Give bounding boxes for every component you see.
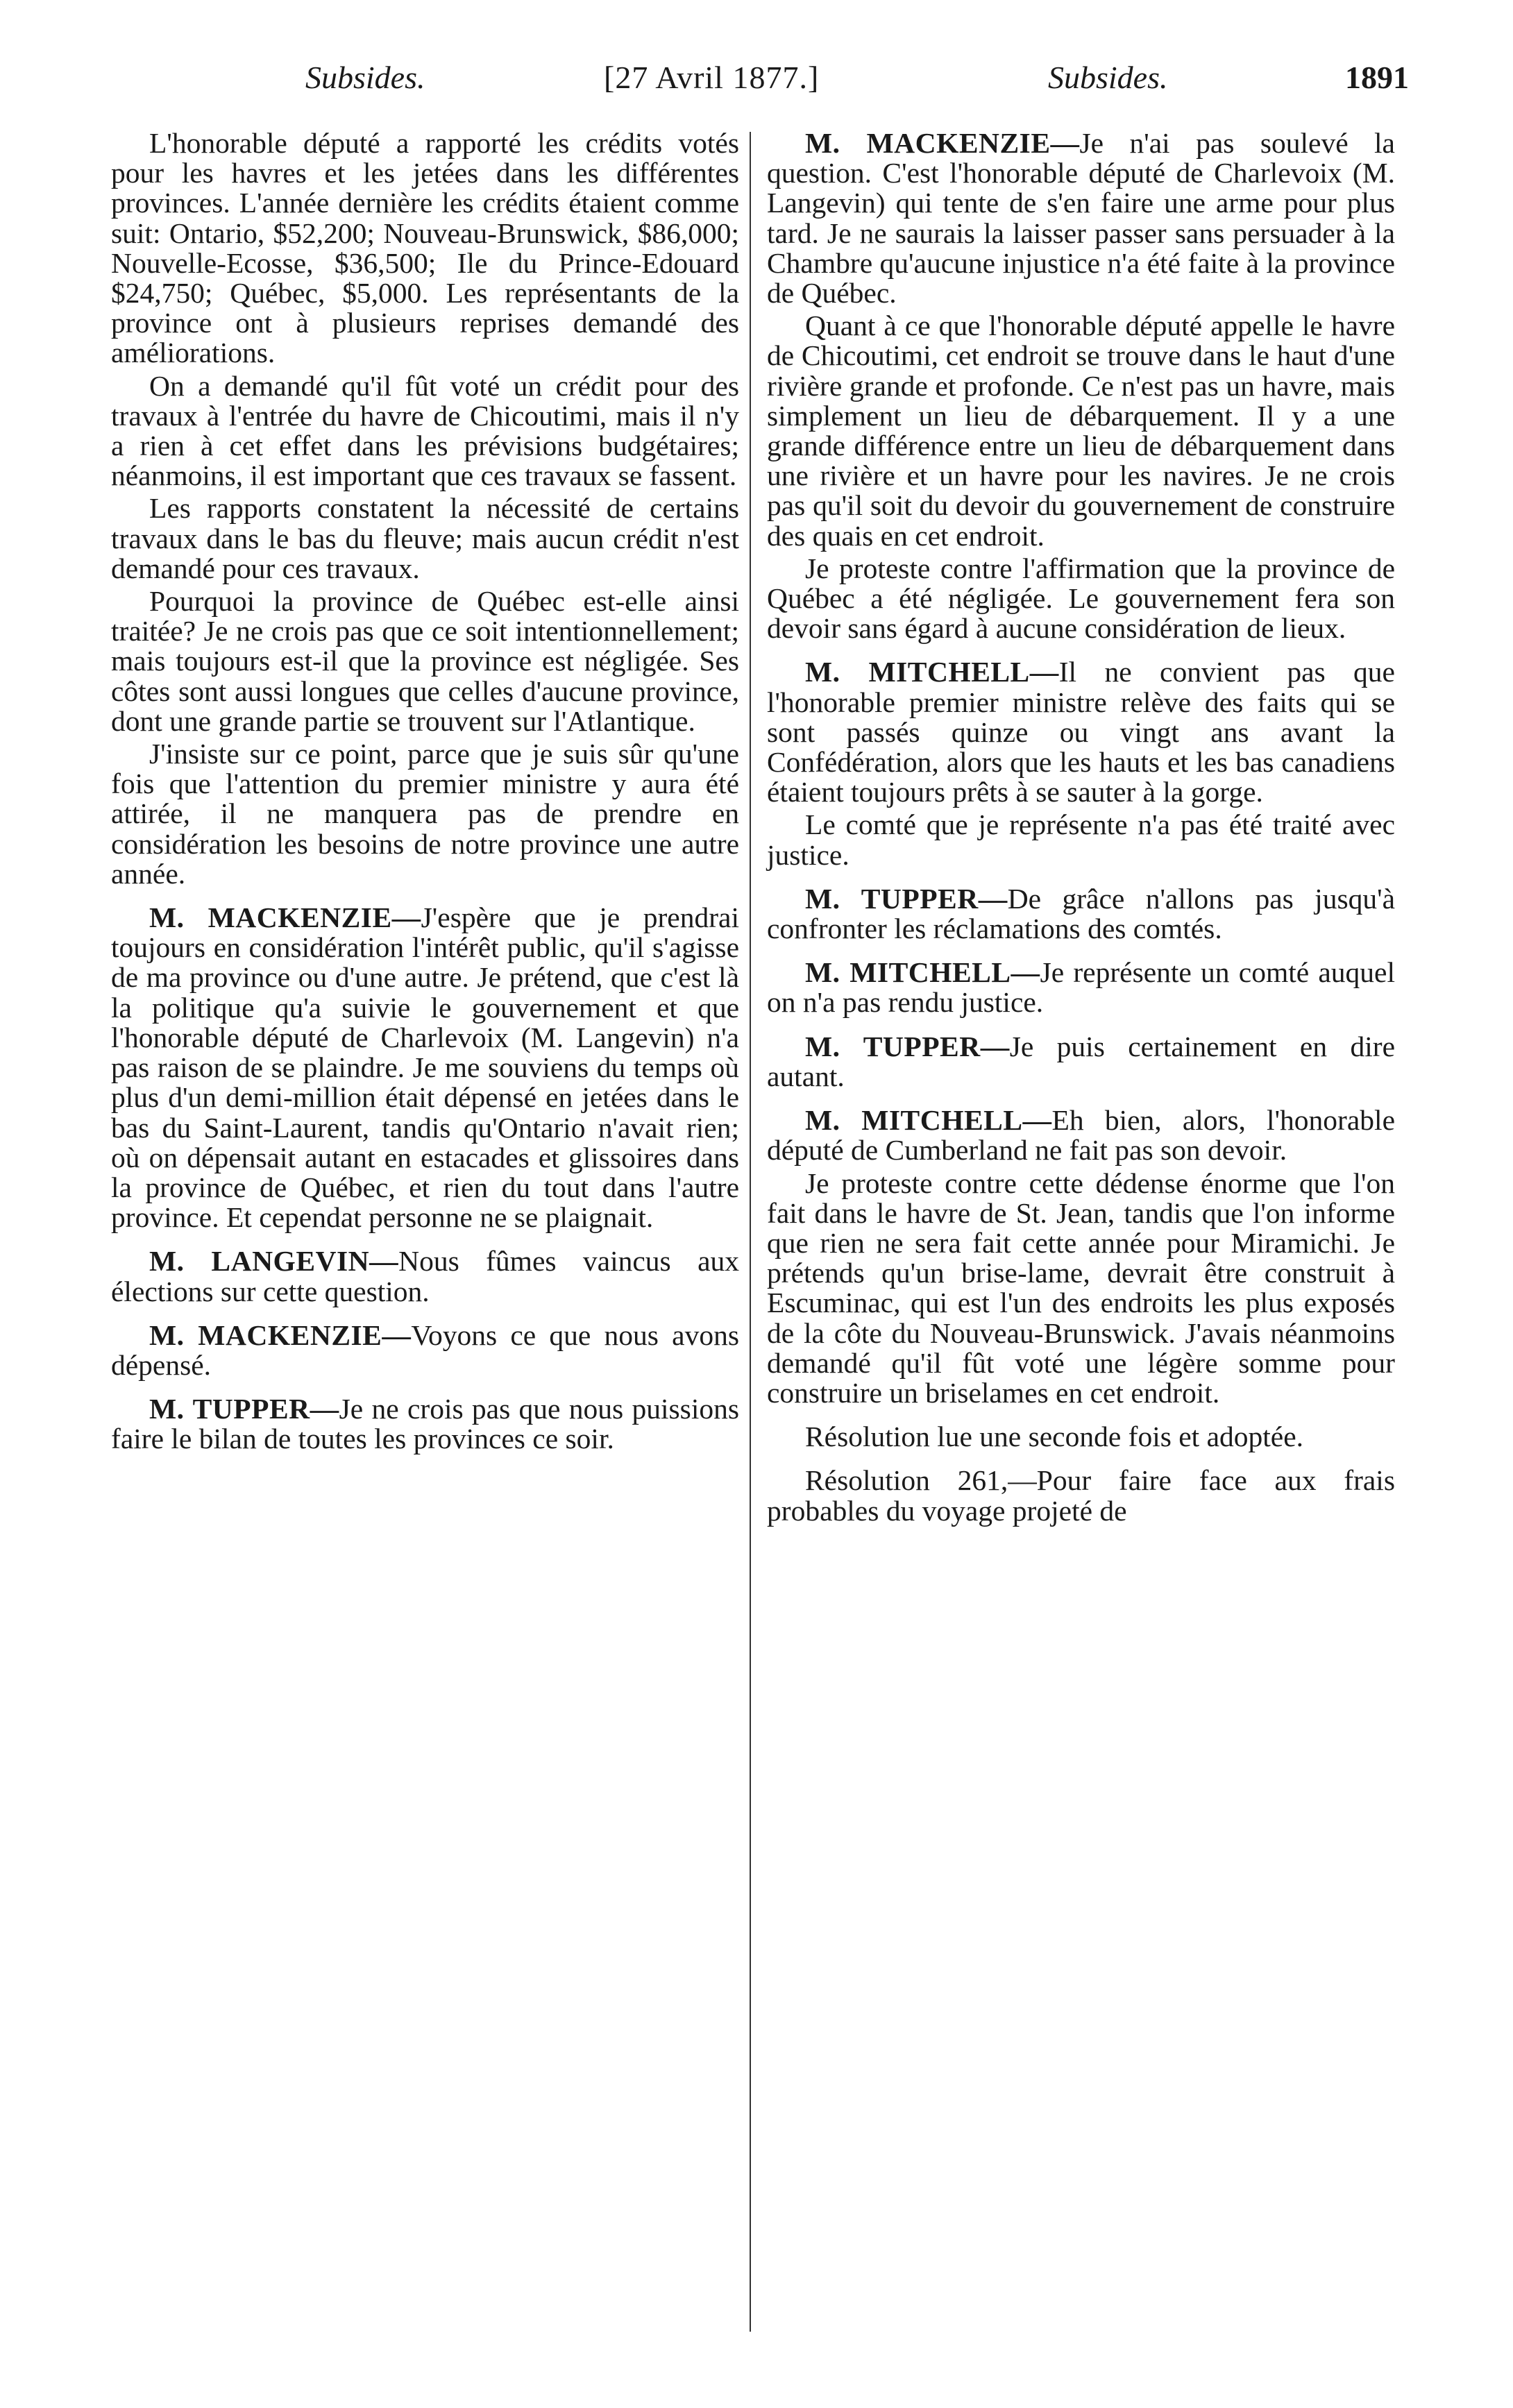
paragraph: L'honorable député a rapporté les crédits votés pour les havres et les jetées dans les différentes provinces. L'année dernière les crédits étaient comme suit: Ontario, $52,200; Nouveau-Brunswick, $86,000; Nouvelle-Ecosse, $36,500; Ile du Prince-Edouard $24,750; Québec, $5,000. Les représentants de la province ont à plusieurs reprises demandé des améliorations.	[111, 127, 739, 369]
speech-paragraph: M. MITCHELL—Eh bien, alors, l'honorable député de Cumberland ne fait pas son devoir.	[767, 1104, 1395, 1167]
paragraph: Les rapports constatent la nécessité de certains travaux dans le bas du fleuve; mais aucun crédit n'est demandé pour ces travaux.	[111, 492, 739, 584]
speech-paragraph: M. TUPPER—Je ne crois pas que nous puissions faire le bilan de toutes les provinces ce soir.	[111, 1393, 740, 1455]
speech-paragraph: M. MACKENZIE—J'espère que je prendrai toujours en considération l'intérêt public, qu'il s'agisse de ma province ou d'une autre. Je prétend, que c'est là la politique qu'a suivie le gouvernement et que l'honorable député de Charlevoix (M. Langevin) n'a pas raison de se plaindre. Je me souviens du temps où plus d'un demi-million était dépensé en jetées dans le bas du Saint-Laurent, tandis qu'Ontario n'avait rien; où on dépensait autant en estacades et glissoires dans la province de Québec, et rien du tout dans l'autre province. Et cependat personne ne se plaignait.	[111, 901, 739, 1234]
paragraph: Résolution 261,—Pour faire face aux frais probables du voyage projeté de	[767, 1464, 1395, 1527]
page-header	[104, 50, 1409, 105]
speaker-name: M. MACKENZIE—	[149, 901, 421, 934]
running-title-right: Subsides.	[1048, 60, 1168, 95]
paragraph: Le comté que je représente n'a pas été traité avec justice.	[767, 808, 1395, 871]
speech-paragraph: M. MITCHELL—Il ne convient pas que l'honorable premier ministre relève des faits qui se sont passés quinze ou vingt ans avant la Confédération, alors que les hauts et les bas canadiens étaient toujours prêts à se sauter à la gorge.	[767, 656, 1395, 808]
paragraph: On a demandé qu'il fût voté un crédit pour des travaux à l'entrée du havre de Chicoutimi, mais il n'y a rien à cet effet dans les prévisions budgétaires; néanmoins, il est important que ces travaux se fassent.	[111, 369, 739, 492]
left-column	[111, 128, 739, 1457]
speaker-name: M. MACKENZIE—	[805, 127, 1080, 159]
speaker-name: M. TUPPER—	[805, 1030, 1010, 1062]
column-divider	[750, 132, 751, 2332]
page-number: 1891	[1345, 60, 1409, 95]
header-date: [27 Avril 1877.]	[604, 60, 820, 95]
speaker-name: M. LANGEVIN—	[149, 1245, 399, 1278]
speaker-name: M. TUPPER—	[805, 882, 1008, 915]
speech-paragraph: M. MITCHELL—Je représente un comté auquel on n'a pas rendu justice.	[767, 956, 1395, 1019]
speaker-name: M. TUPPER—	[149, 1393, 339, 1425]
speaker-name: M. MACKENZIE—	[149, 1319, 412, 1351]
paragraph: Je proteste contre l'affirmation que la province de Québec a été négligée. Le gouvernement fera son devoir sans égard à aucune considération de lieux.	[767, 552, 1395, 645]
speech-paragraph: M. TUPPER—De grâce n'allons pas jusqu'à confronter les réclamations des comtés.	[767, 882, 1396, 945]
speech-paragraph: M. MACKENZIE—Voyons ce que nous avons dépensé.	[111, 1319, 739, 1381]
paragraph: Je proteste contre cette dédense énorme que l'on fait dans le havre de St. Jean, tandis que l'on informe que rien ne sera fait cette année pour Miramichi. Je prétends qu'un brise-lame, devrait être construit à Escuminac, qui est l'un des endroits les plus exposés de la côte du Nouveau-Brunswick. J'avais néanmoins demandé qu'il fût voté une légère somme pour construire un briselames en cet endroit.	[767, 1167, 1395, 1409]
paragraph: J'insiste sur ce point, parce que je suis sûr qu'une fois que l'attention du premier ministre y aura été attirée, il ne manquera pas de prendre en considération les besoins de notre province une autre année.	[111, 738, 739, 890]
paragraph: Résolution lue une seconde fois et adoptée.	[805, 1421, 1303, 1453]
paragraph: Quant à ce que l'honorable député appelle le havre de Chicoutimi, cet endroit se trouve dans le haut d'une rivière grande et profonde. Ce n'est pas un havre, mais simplement un lieu de débarquement. Il y a une grande différence entre un lieu de débarquement dans une rivière et un havre pour les navires. Je ne crois pas qu'il soit du devoir du gouvernement de construire des quais en cet endroit.	[767, 310, 1395, 552]
speech-paragraph: M. LANGEVIN—Nous fûmes vaincus aux élections sur cette question.	[111, 1245, 739, 1307]
speaker-name: M. MITCHELL—	[805, 1104, 1052, 1137]
speech-paragraph: M. MACKENZIE—Je n'ai pas soulevé la question. C'est l'honorable député de Charlevoix (M. Langevin) qui tente de s'en faire une arme pour plus tard. Je ne saurais la laisser passer sans persuader à la Chambre qu'aucune injustice n'a été faite à la province de Québec.	[767, 127, 1395, 310]
speaker-name: M. MITCHELL—	[805, 656, 1059, 688]
right-column	[767, 128, 1395, 1529]
running-title-left: Subsides.	[305, 60, 425, 95]
speech-paragraph: M. TUPPER—Je puis certainement en dire autant.	[767, 1030, 1396, 1092]
paragraph: Pourquoi la province de Québec est-elle ainsi traitée? Je ne crois pas que ce soit intentionnellement; mais toujours est-il que la province est négligée. Ses côtes sont aussi longues que celles d'aucune province, dont une grande partie se trouvent sur l'Atlantique.	[111, 585, 739, 737]
speaker-name: M. MITCHELL—	[805, 956, 1040, 989]
